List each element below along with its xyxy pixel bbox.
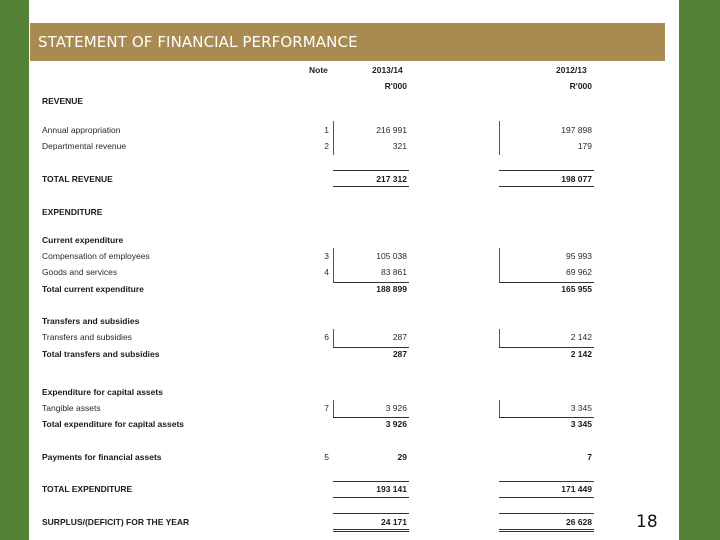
row-label: Total transfers and subsidies xyxy=(42,349,160,359)
column-rule xyxy=(499,329,500,347)
column-rule xyxy=(333,329,334,347)
row-value-2013-14: 3 926 xyxy=(385,419,407,429)
column-rule xyxy=(333,121,334,155)
total-rule xyxy=(499,170,594,171)
total-rule xyxy=(333,347,409,348)
row-note: 2 xyxy=(324,141,329,151)
row-label: Payments for financial assets xyxy=(42,452,162,462)
table-row xyxy=(29,124,679,136)
total-rule xyxy=(499,481,594,482)
table-row xyxy=(29,418,679,430)
row-note: 7 xyxy=(324,403,329,413)
row-value-2012-13: 3 345 xyxy=(570,403,592,413)
total-rule xyxy=(499,513,594,514)
row-value-2012-13: 179 xyxy=(577,141,592,151)
table-row xyxy=(29,173,679,185)
table-row xyxy=(29,386,679,398)
total-rule xyxy=(333,529,409,530)
column-rule xyxy=(499,400,500,418)
note-column-header: Note xyxy=(309,65,328,75)
table-row xyxy=(29,95,679,107)
row-label: EXPENDITURE xyxy=(42,207,103,217)
row-label: Total expenditure for capital assets xyxy=(42,419,185,429)
total-rule xyxy=(333,531,409,532)
year2-unit: R'000 xyxy=(569,81,592,91)
row-value-2012-13: 198 077 xyxy=(561,174,592,184)
table-row xyxy=(29,266,679,278)
row-value-2013-14: 321 xyxy=(392,141,407,151)
total-rule xyxy=(499,497,594,498)
row-label: TOTAL REVENUE xyxy=(42,174,113,184)
table-row xyxy=(29,250,679,262)
row-note: 3 xyxy=(324,251,329,261)
row-note: 5 xyxy=(324,452,329,462)
row-value-2012-13: 171 449 xyxy=(561,484,592,494)
row-value-2013-14: 193 141 xyxy=(376,484,407,494)
row-label: Compensation of employees xyxy=(42,251,150,261)
table-row xyxy=(29,234,679,246)
row-value-2013-14: 287 xyxy=(392,349,407,359)
row-value-2012-13: 2 142 xyxy=(570,332,592,342)
row-label: Tangible assets xyxy=(42,403,101,413)
row-value-2013-14: 217 312 xyxy=(376,174,407,184)
total-rule xyxy=(333,186,409,187)
left-frame-border xyxy=(0,0,29,540)
row-value-2013-14: 105 038 xyxy=(376,251,407,261)
total-rule xyxy=(333,481,409,482)
total-rule xyxy=(333,417,409,418)
table-row xyxy=(29,315,679,327)
year1-column-header: 2013/14 xyxy=(372,65,403,75)
page-number: 18 xyxy=(636,512,658,532)
year2-column-header: 2012/13 xyxy=(556,65,587,75)
table-row xyxy=(29,140,679,152)
row-label: Current expenditure xyxy=(42,235,124,245)
total-rule xyxy=(499,347,594,348)
row-value-2012-13: 3 345 xyxy=(570,419,592,429)
table-row xyxy=(29,402,679,414)
total-rule xyxy=(499,417,594,418)
year1-unit: R'000 xyxy=(384,81,407,91)
row-value-2012-13: 197 898 xyxy=(561,125,592,135)
table-row xyxy=(29,283,679,295)
row-value-2013-14: 287 xyxy=(392,332,407,342)
row-note: 4 xyxy=(324,267,329,277)
row-label: TOTAL EXPENDITURE xyxy=(42,484,133,494)
row-value-2013-14: 83 861 xyxy=(381,267,407,277)
row-value-2012-13: 7 xyxy=(587,452,592,462)
table-row xyxy=(29,348,679,360)
row-value-2012-13: 69 962 xyxy=(566,267,592,277)
table-row xyxy=(29,331,679,343)
slide-title: STATEMENT OF FINANCIAL PERFORMANCE xyxy=(30,23,665,61)
total-rule xyxy=(499,529,594,530)
row-label: Goods and services xyxy=(42,267,118,277)
row-value-2012-13: 26 628 xyxy=(566,517,592,527)
row-value-2012-13: 95 993 xyxy=(566,251,592,261)
column-rule xyxy=(333,248,334,282)
row-label: Total current expenditure xyxy=(42,284,144,294)
row-value-2013-14: 29 xyxy=(397,452,407,462)
row-label: Transfers and subsidies xyxy=(42,316,140,326)
total-rule xyxy=(333,513,409,514)
row-label: SURPLUS/(DEFICIT) FOR THE YEAR xyxy=(42,517,190,527)
slide xyxy=(29,0,679,540)
row-note: 1 xyxy=(324,125,329,135)
row-value-2013-14: 24 171 xyxy=(381,517,407,527)
table-row xyxy=(29,451,679,463)
row-label: Expenditure for capital assets xyxy=(42,387,163,397)
total-rule xyxy=(499,282,594,283)
row-value-2013-14: 3 926 xyxy=(385,403,407,413)
row-label: Transfers and subsidies xyxy=(42,332,132,342)
column-rule xyxy=(333,400,334,418)
row-value-2013-14: 188 899 xyxy=(376,284,407,294)
total-rule xyxy=(499,186,594,187)
row-label: Annual appropriation xyxy=(42,125,121,135)
row-value-2012-13: 165 955 xyxy=(561,284,592,294)
right-frame-border xyxy=(679,0,720,540)
column-rule xyxy=(499,248,500,282)
total-rule xyxy=(333,497,409,498)
row-note: 6 xyxy=(324,332,329,342)
row-value-2013-14: 216 991 xyxy=(376,125,407,135)
total-rule xyxy=(333,282,409,283)
total-rule xyxy=(499,531,594,532)
table-row xyxy=(29,516,679,528)
row-label: REVENUE xyxy=(42,96,84,106)
column-rule xyxy=(499,121,500,155)
total-rule xyxy=(333,170,409,171)
row-label: Departmental revenue xyxy=(42,141,127,151)
row-value-2012-13: 2 142 xyxy=(570,349,592,359)
table-row xyxy=(29,483,679,495)
table-row xyxy=(29,206,679,218)
